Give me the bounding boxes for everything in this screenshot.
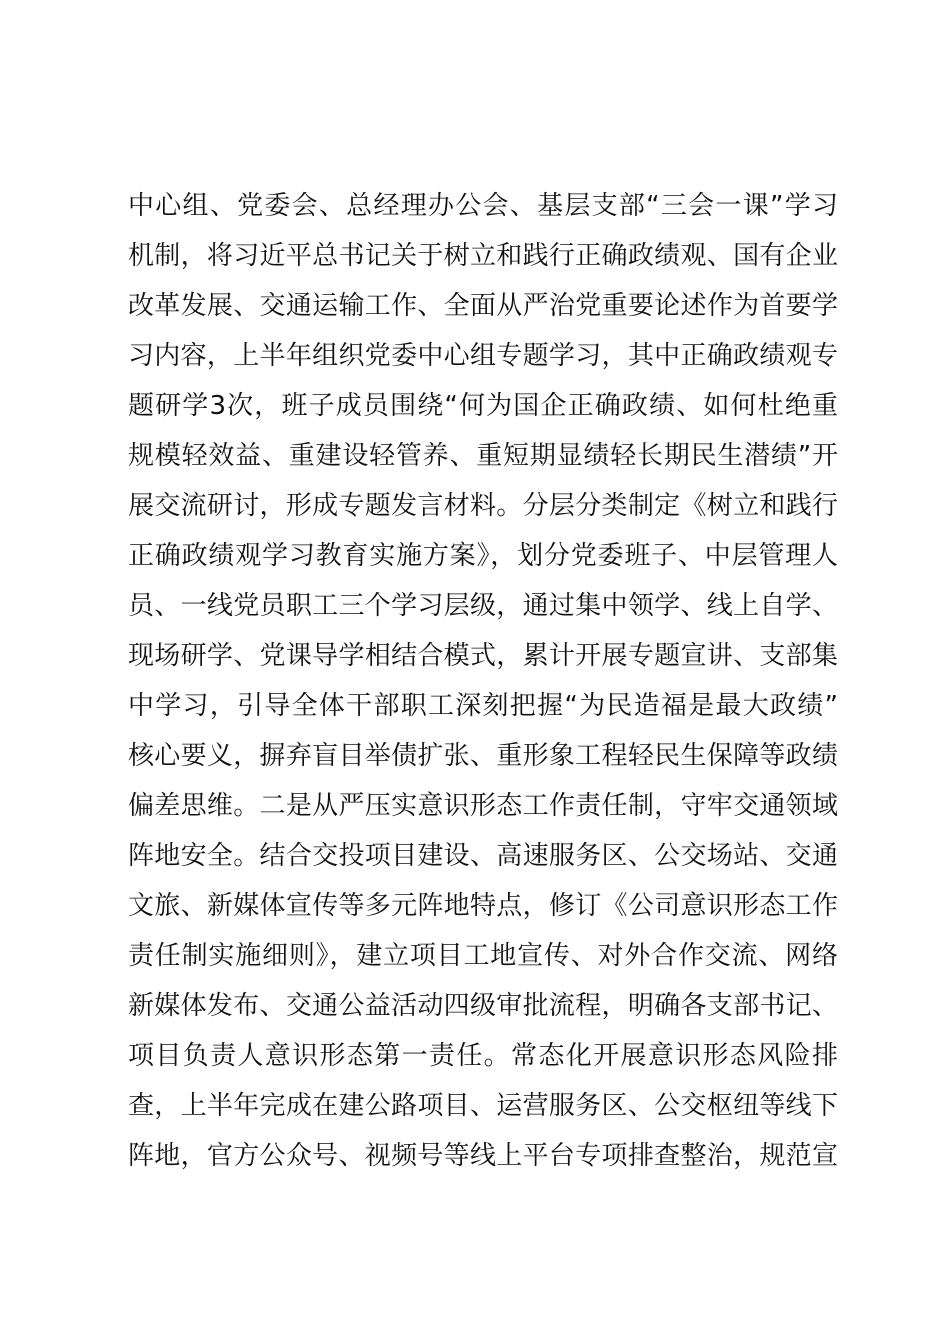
text-line: 现场研学、党课导学相结合模式，累计开展专题宣讲、支部集 — [128, 641, 838, 671]
text-line: 中心组、党委会、总经理办公会、基层支部“三会一课”学习 — [128, 191, 838, 221]
text-line: 规模轻效益、重建设轻管养、重短期显绩轻长期民生潜绩”开 — [128, 441, 838, 471]
text-line: 责任制实施细则》，建立项目工地宣传、对外合作交流、网络 — [128, 941, 838, 971]
text-line: 机制，将习近平总书记关于树立和践行正确政绩观、国有企业 — [128, 241, 838, 271]
text-line: 偏差思维。二是从严压实意识形态工作责任制，守牢交通领域 — [128, 791, 838, 821]
text-line: 项目负责人意识形态第一责任。常态化开展意识形态风险排 — [128, 1041, 838, 1071]
body-paragraph — [128, 181, 838, 1181]
text-line: 阵地，官方公众号、视频号等线上平台专项排查整治，规范宣 — [128, 1141, 838, 1171]
text-line: 习内容，上半年组织党委中心组专题学习，其中正确政绩观专 — [128, 341, 838, 371]
text-line: 员、一线党员职工三个学习层级，通过集中领学、线上自学、 — [128, 591, 838, 621]
text-line: 核心要义，摒弃盲目举债扩张、重形象工程轻民生保障等政绩 — [128, 741, 838, 771]
text-line: 查，上半年完成在建公路项目、运营服务区、公交枢纽等线下 — [128, 1091, 838, 1121]
text-line: 展交流研讨，形成专题发言材料。分层分类制定《树立和践行 — [128, 491, 838, 521]
text-line: 题研学3次，班子成员围绕“何为国企正确政绩、如何杜绝重 — [128, 391, 838, 421]
text-line: 正确政绩观学习教育实施方案》，划分党委班子、中层管理人 — [128, 541, 838, 571]
text-line: 中学习，引导全体干部职工深刻把握“为民造福是最大政绩” — [128, 691, 838, 721]
text-line: 新媒体发布、交通公益活动四级审批流程，明确各支部书记、 — [128, 991, 838, 1021]
text-line: 文旅、新媒体宣传等多元阵地特点，修订《公司意识形态工作 — [128, 891, 838, 921]
text-line: 改革发展、交通运输工作、全面从严治党重要论述作为首要学 — [128, 291, 838, 321]
text-line: 阵地安全。结合交投项目建设、高速服务区、公交场站、交通 — [128, 841, 838, 871]
